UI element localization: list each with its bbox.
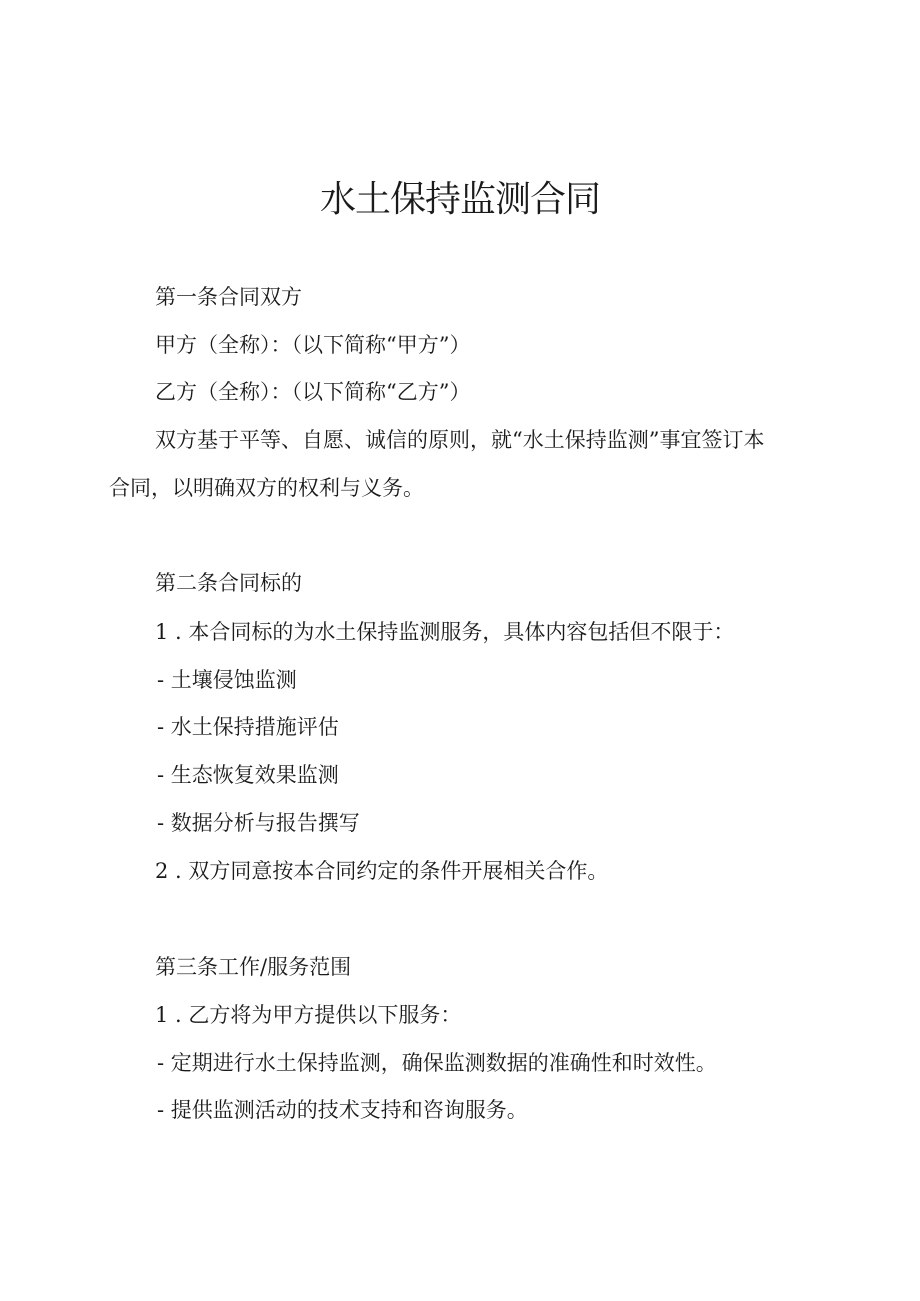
article2-heading: 第二条合同标的: [155, 571, 302, 595]
article2-bullet-item: - 数据分析与报告撰写: [157, 811, 360, 835]
article1-heading: 第一条合同双方: [155, 285, 302, 309]
article3-heading: 第三条工作/服务范围: [155, 955, 352, 979]
article3-bullet-item: - 定期进行水土保持监测，确保监测数据的准确性和时效性。: [157, 1051, 717, 1075]
article3-item1: 1 . 乙方将为甲方提供以下服务：: [155, 1003, 462, 1027]
article2-item1: 1 . 本合同标的为水土保持监测服务，具体内容包括但不限于：: [155, 620, 735, 644]
article2-bullet-item: - 生态恢复效果监测: [157, 763, 339, 787]
article3-bullet-item: - 提供监测活动的技术支持和咨询服务。: [157, 1098, 528, 1122]
party-a-line: 甲方（全称）：（以下简称“甲方”）: [155, 333, 471, 357]
document-title: 水土保持监测合同: [319, 179, 600, 220]
party-b-line: 乙方（全称）：（以下简称“乙方”）: [155, 380, 471, 404]
article2-bullet-item: - 土壤侵蚀监测: [157, 668, 297, 692]
article2-item2: 2 . 双方同意按本合同约定的条件开展相关合作。: [155, 859, 609, 883]
intro-paragraph-line1: 双方基于平等、自愿、诚信的原则，就“水土保持监测”事宜签订本: [155, 428, 765, 452]
article2-bullet-item: - 水土保持措施评估: [157, 715, 339, 739]
intro-paragraph-line2: 合同，以明确双方的权利与义务。: [109, 476, 424, 500]
